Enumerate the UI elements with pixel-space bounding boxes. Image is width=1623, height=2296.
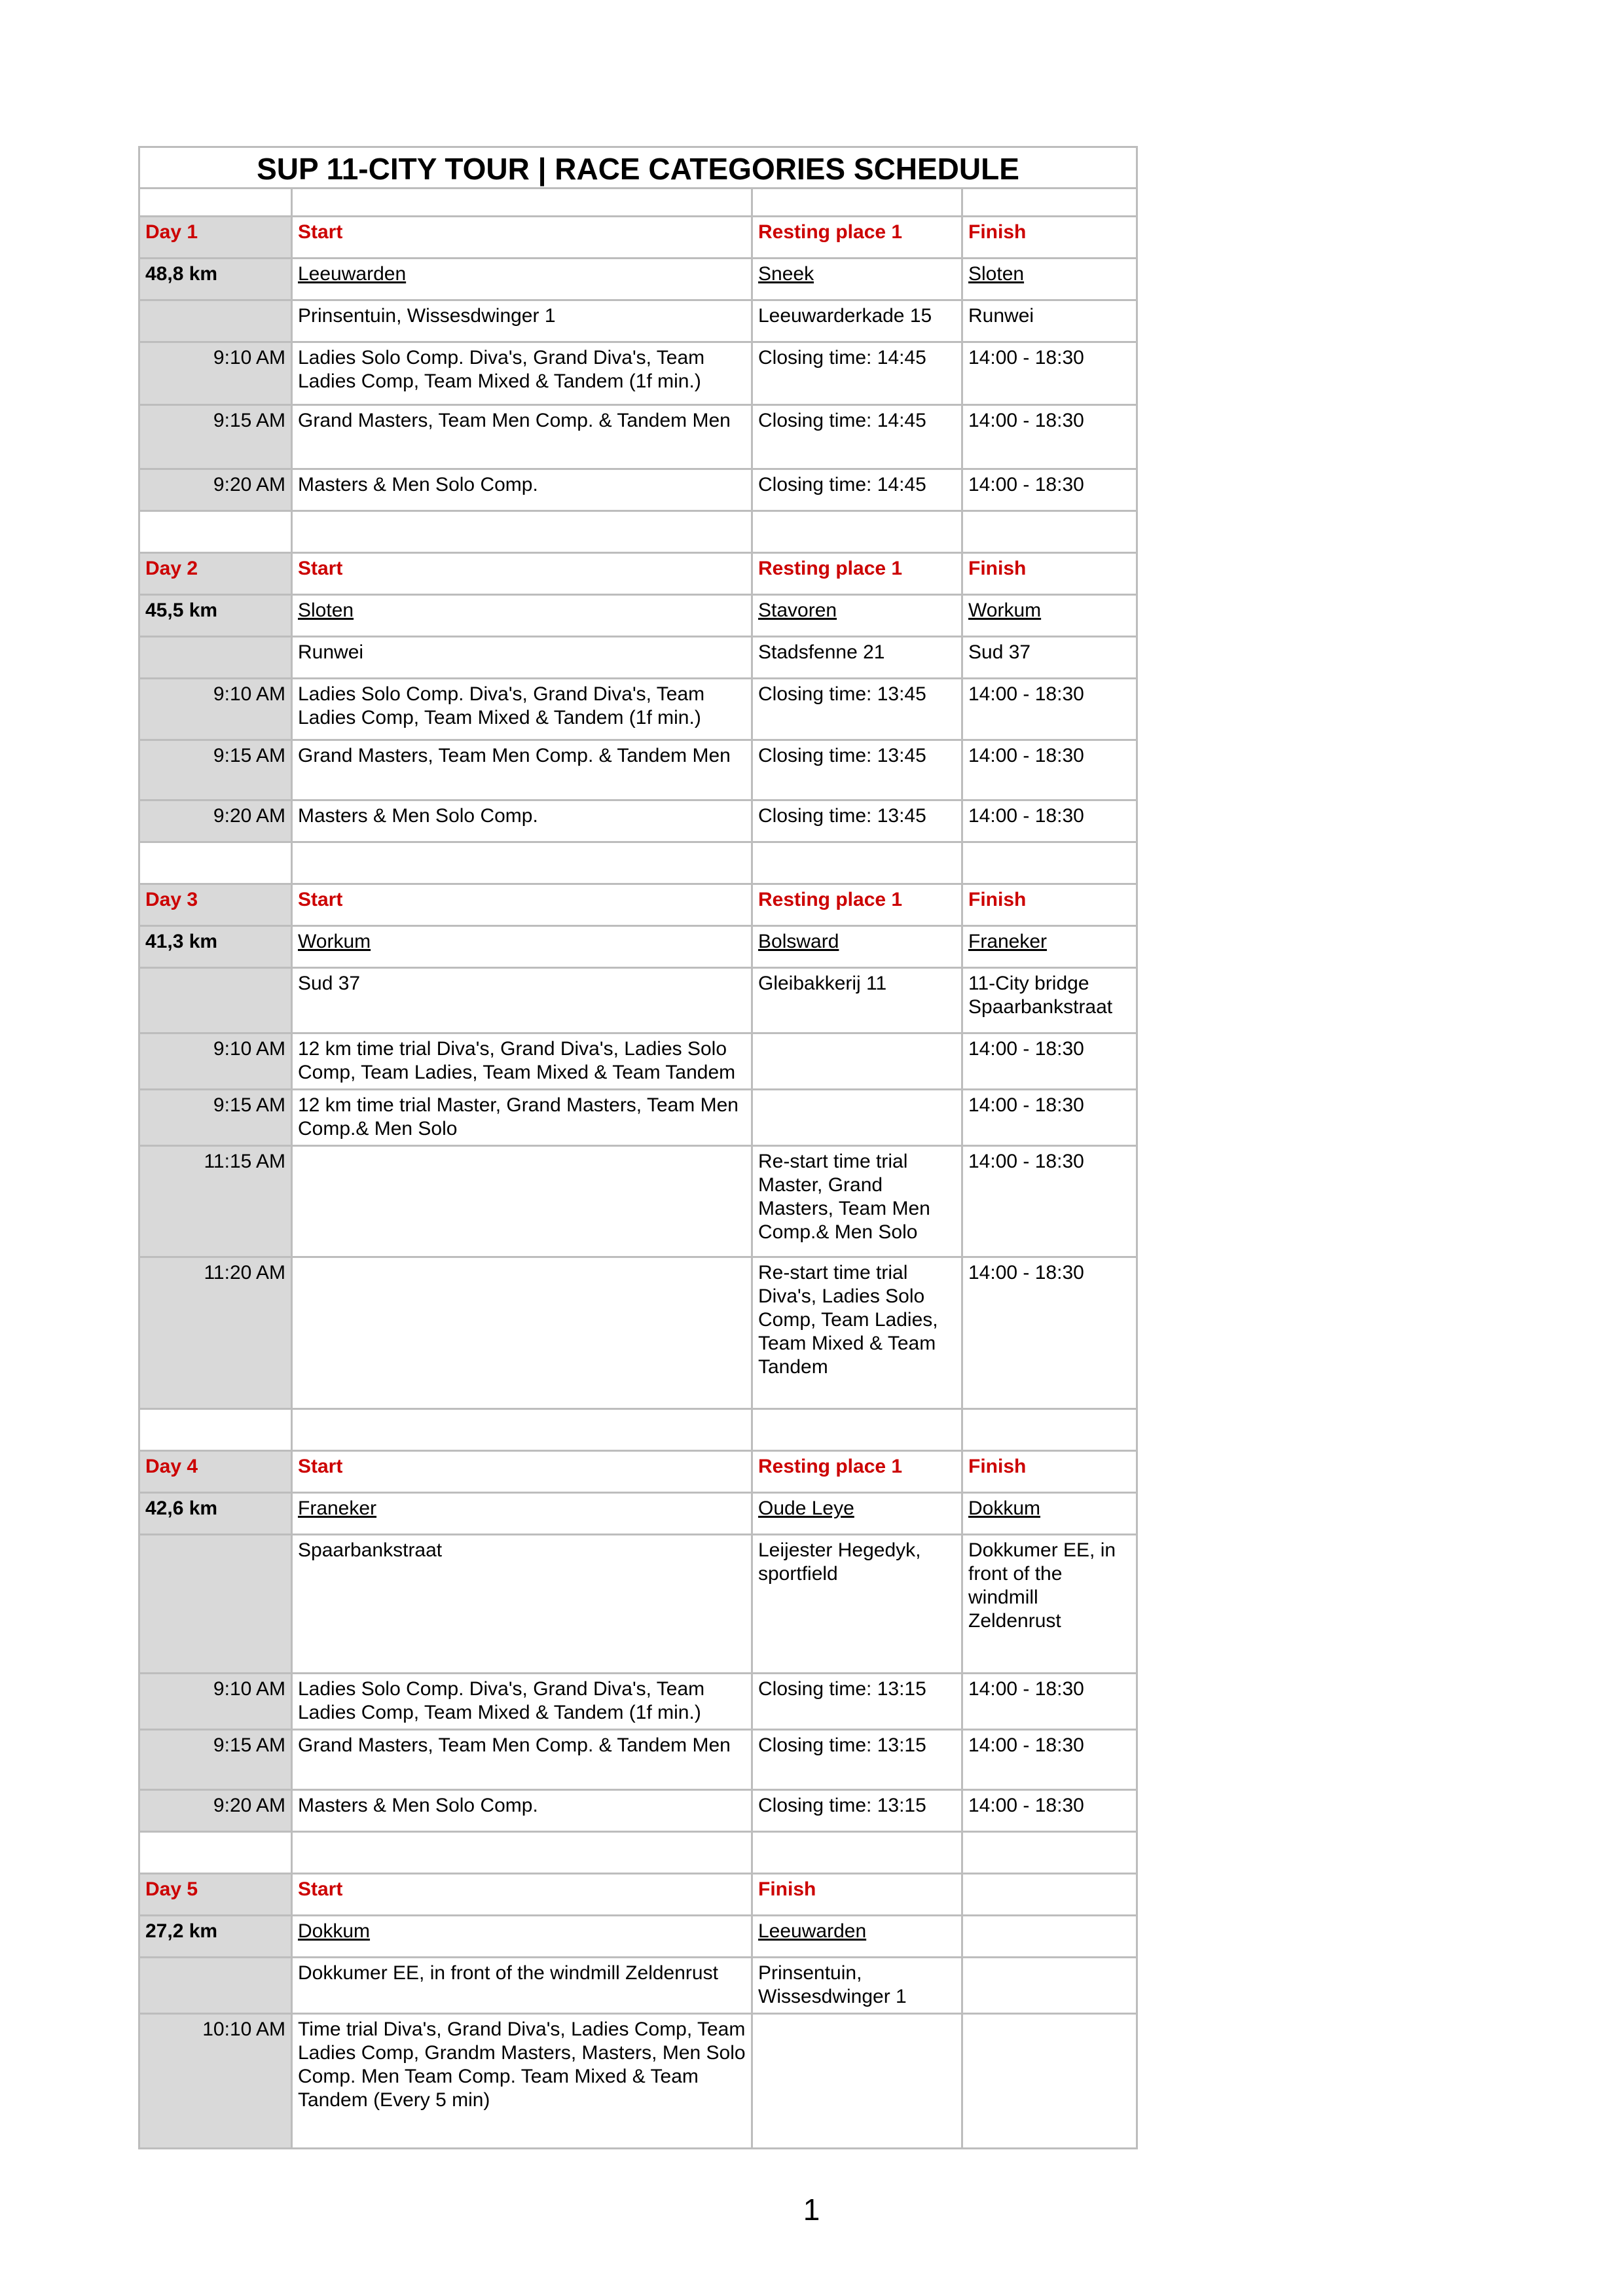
start-time: 11:20 AM — [139, 1257, 292, 1409]
finish-header: Finish — [962, 553, 1137, 595]
start-time: 9:10 AM — [139, 1674, 292, 1730]
title-row — [139, 147, 1137, 188]
day-header-row — [139, 884, 1137, 926]
page-title: SUP 11-CITY TOUR | RACE CATEGORIES SCHEDULE — [139, 147, 1137, 188]
start-header: Start — [292, 884, 752, 926]
empty-cell — [139, 1409, 292, 1451]
race-categories: Masters & Men Solo Comp. — [292, 800, 752, 842]
resting-address: Prinsentuin, Wissesdwinger 1 — [752, 1958, 962, 2014]
finish-window — [962, 2014, 1137, 2149]
empty-key-cell — [139, 1535, 292, 1674]
category-row — [139, 405, 1137, 469]
start-header: Start — [292, 1874, 752, 1916]
race-categories: 12 km time trial Diva's, Grand Diva's, Ladies Solo Comp, Team Ladies, Team Mixed & Team Tandem — [292, 1033, 752, 1090]
distance-row — [139, 1493, 1137, 1535]
day-label: Day 5 — [139, 1874, 292, 1916]
start-town: Leeuwarden — [292, 259, 752, 300]
category-row — [139, 1033, 1137, 1090]
finish-window: 14:00 - 18:30 — [962, 800, 1137, 842]
empty-key-cell — [139, 1958, 292, 2014]
finish-header: Finish — [962, 1451, 1137, 1493]
day-label: Day 2 — [139, 553, 292, 595]
spacer-row — [139, 188, 1137, 217]
finish-header: Finish — [962, 884, 1137, 926]
finish-window: 14:00 - 18:30 — [962, 1146, 1137, 1257]
empty-cell — [292, 842, 752, 884]
distance-value: 42,6 km — [139, 1493, 292, 1535]
empty-cell — [139, 511, 292, 553]
schedule-body — [139, 147, 1137, 2149]
finish-address: 11-City bridge Spaarbankstraat — [962, 968, 1137, 1033]
day-header-row — [139, 1451, 1137, 1493]
day-header-row — [139, 217, 1137, 259]
resting-info: Closing time: 13:15 — [752, 1730, 962, 1790]
finish-town: Sloten — [962, 259, 1137, 300]
empty-cell — [752, 1409, 962, 1451]
empty-cell — [139, 842, 292, 884]
start-time: 9:10 AM — [139, 1033, 292, 1090]
race-categories: Ladies Solo Comp. Diva's, Grand Diva's, Team Ladies Comp, Team Mixed & Tandem (1f min.) — [292, 679, 752, 740]
category-row — [139, 1146, 1137, 1257]
category-row — [139, 740, 1137, 800]
finish-window: 14:00 - 18:30 — [962, 1090, 1137, 1146]
distance-row — [139, 926, 1137, 968]
start-time: 9:20 AM — [139, 469, 292, 511]
finish-window: 14:00 - 18:30 — [962, 1674, 1137, 1730]
finish-address: Dokkumer EE, in front of the windmill Zeldenrust — [962, 1535, 1137, 1674]
race-categories — [292, 1257, 752, 1409]
category-row — [139, 1090, 1137, 1146]
distance-value: 48,8 km — [139, 259, 292, 300]
day-label: Day 3 — [139, 884, 292, 926]
resting-info: Closing time: 13:15 — [752, 1674, 962, 1730]
finish-header: Finish — [962, 217, 1137, 259]
category-row — [139, 2014, 1137, 2149]
resting-address: Leijester Hegedyk, sportfield — [752, 1535, 962, 1674]
start-address: Dokkumer EE, in front of the windmill Zeldenrust — [292, 1958, 752, 2014]
finish-town — [962, 1916, 1137, 1958]
distance-row — [139, 1916, 1137, 1958]
race-categories: 12 km time trial Master, Grand Masters, Team Men Comp.& Men Solo — [292, 1090, 752, 1146]
spacer-row — [139, 511, 1137, 553]
empty-cell — [292, 188, 752, 217]
finish-town: Franeker — [962, 926, 1137, 968]
start-header: Start — [292, 217, 752, 259]
resting-info: Closing time: 13:15 — [752, 1790, 962, 1832]
resting-info — [752, 1033, 962, 1090]
start-time: 11:15 AM — [139, 1146, 292, 1257]
resting-address: Stadsfenne 21 — [752, 637, 962, 679]
start-time: 9:15 AM — [139, 1730, 292, 1790]
resting-info: Closing time: 13:45 — [752, 679, 962, 740]
resting-info: Re-start time trial Diva's, Ladies Solo Comp, Team Ladies, Team Mixed & Team Tandem — [752, 1257, 962, 1409]
finish-window: 14:00 - 18:30 — [962, 342, 1137, 405]
resting-town: Stavoren — [752, 595, 962, 637]
start-time: 9:10 AM — [139, 679, 292, 740]
empty-cell — [962, 1409, 1137, 1451]
start-address: Runwei — [292, 637, 752, 679]
start-town: Franeker — [292, 1493, 752, 1535]
empty-cell — [962, 188, 1137, 217]
category-row — [139, 1790, 1137, 1832]
race-categories: Grand Masters, Team Men Comp. & Tandem Men — [292, 1730, 752, 1790]
resting-info — [752, 2014, 962, 2149]
race-categories: Masters & Men Solo Comp. — [292, 1790, 752, 1832]
spacer-row — [139, 1832, 1137, 1874]
start-header: Start — [292, 1451, 752, 1493]
finish-address: Runwei — [962, 300, 1137, 342]
spacer-row — [139, 1409, 1137, 1451]
start-time: 9:15 AM — [139, 740, 292, 800]
resting-address: Gleibakkerij 11 — [752, 968, 962, 1033]
start-time: 9:15 AM — [139, 405, 292, 469]
resting-info: Closing time: 13:45 — [752, 740, 962, 800]
category-row — [139, 800, 1137, 842]
finish-window: 14:00 - 18:30 — [962, 1730, 1137, 1790]
day-header-row — [139, 1874, 1137, 1916]
race-categories: Masters & Men Solo Comp. — [292, 469, 752, 511]
empty-key-cell — [139, 968, 292, 1033]
category-row — [139, 1730, 1137, 1790]
start-time: 9:20 AM — [139, 1790, 292, 1832]
finish-town: Workum — [962, 595, 1137, 637]
resting-town: Bolsward — [752, 926, 962, 968]
race-categories: Time trial Diva's, Grand Diva's, Ladies Comp, Team Ladies Comp, Grandm Masters, Masters, Men Solo Comp. Men Team Comp. Team Mixed & Team Tandem (Every 5 min) — [292, 2014, 752, 2149]
empty-cell — [962, 842, 1137, 884]
empty-cell — [292, 1409, 752, 1451]
empty-cell — [292, 511, 752, 553]
empty-cell — [752, 1832, 962, 1874]
race-categories: Ladies Solo Comp. Diva's, Grand Diva's, Team Ladies Comp, Team Mixed & Tandem (1f min.) — [292, 342, 752, 405]
empty-cell — [752, 188, 962, 217]
resting-info: Closing time: 14:45 — [752, 405, 962, 469]
start-town: Sloten — [292, 595, 752, 637]
distance-value: 41,3 km — [139, 926, 292, 968]
start-time: 9:10 AM — [139, 342, 292, 405]
category-row — [139, 1257, 1137, 1409]
address-row — [139, 1958, 1137, 2014]
page-number: 1 — [803, 2193, 820, 2227]
finish-window: 14:00 - 18:30 — [962, 679, 1137, 740]
day-label: Day 1 — [139, 217, 292, 259]
start-time: 9:20 AM — [139, 800, 292, 842]
distance-row — [139, 259, 1137, 300]
finish-address: Sud 37 — [962, 637, 1137, 679]
start-address: Sud 37 — [292, 968, 752, 1033]
finish-town: Dokkum — [962, 1493, 1137, 1535]
address-row — [139, 300, 1137, 342]
resting-info: Closing time: 14:45 — [752, 342, 962, 405]
resting-header: Resting place 1 — [752, 1451, 962, 1493]
empty-key-cell — [139, 300, 292, 342]
resting-info: Closing time: 13:45 — [752, 800, 962, 842]
finish-window: 14:00 - 18:30 — [962, 1033, 1137, 1090]
start-town: Workum — [292, 926, 752, 968]
resting-header: Resting place 1 — [752, 217, 962, 259]
resting-town: Sneek — [752, 259, 962, 300]
spacer-row — [139, 842, 1137, 884]
finish-window: 14:00 - 18:30 — [962, 1257, 1137, 1409]
finish-window: 14:00 - 18:30 — [962, 469, 1137, 511]
finish-address — [962, 1958, 1137, 2014]
start-header: Start — [292, 553, 752, 595]
finish-window: 14:00 - 18:30 — [962, 740, 1137, 800]
empty-key-cell — [139, 637, 292, 679]
category-row — [139, 342, 1137, 405]
resting-info: Re-start time trial Master, Grand Masters, Team Men Comp.& Men Solo — [752, 1146, 962, 1257]
day-label: Day 4 — [139, 1451, 292, 1493]
empty-cell — [292, 1832, 752, 1874]
start-address: Prinsentuin, Wissesdwinger 1 — [292, 300, 752, 342]
schedule-table — [138, 146, 1138, 2149]
distance-value: 45,5 km — [139, 595, 292, 637]
finish-window: 14:00 - 18:30 — [962, 1790, 1137, 1832]
empty-cell — [752, 842, 962, 884]
distance-row — [139, 595, 1137, 637]
resting-header: Resting place 1 — [752, 884, 962, 926]
empty-cell — [139, 1832, 292, 1874]
race-categories: Grand Masters, Team Men Comp. & Tandem Men — [292, 740, 752, 800]
category-row — [139, 1674, 1137, 1730]
resting-address: Leeuwarderkade 15 — [752, 300, 962, 342]
day-header-row — [139, 553, 1137, 595]
resting-town: Leeuwarden — [752, 1916, 962, 1958]
category-row — [139, 679, 1137, 740]
race-categories — [292, 1146, 752, 1257]
address-row — [139, 1535, 1137, 1674]
start-time: 9:15 AM — [139, 1090, 292, 1146]
start-time: 10:10 AM — [139, 2014, 292, 2149]
resting-info — [752, 1090, 962, 1146]
resting-header: Finish — [752, 1874, 962, 1916]
category-row — [139, 469, 1137, 511]
finish-header — [962, 1874, 1137, 1916]
empty-cell — [962, 511, 1137, 553]
start-town: Dokkum — [292, 1916, 752, 1958]
address-row — [139, 637, 1137, 679]
distance-value: 27,2 km — [139, 1916, 292, 1958]
start-address: Spaarbankstraat — [292, 1535, 752, 1674]
resting-header: Resting place 1 — [752, 553, 962, 595]
resting-info: Closing time: 14:45 — [752, 469, 962, 511]
empty-cell — [752, 511, 962, 553]
resting-town: Oude Leye — [752, 1493, 962, 1535]
finish-window: 14:00 - 18:30 — [962, 405, 1137, 469]
address-row — [139, 968, 1137, 1033]
empty-cell — [139, 188, 292, 217]
race-categories: Grand Masters, Team Men Comp. & Tandem Men — [292, 405, 752, 469]
empty-cell — [962, 1832, 1137, 1874]
race-categories: Ladies Solo Comp. Diva's, Grand Diva's, Team Ladies Comp, Team Mixed & Tandem (1f min.) — [292, 1674, 752, 1730]
